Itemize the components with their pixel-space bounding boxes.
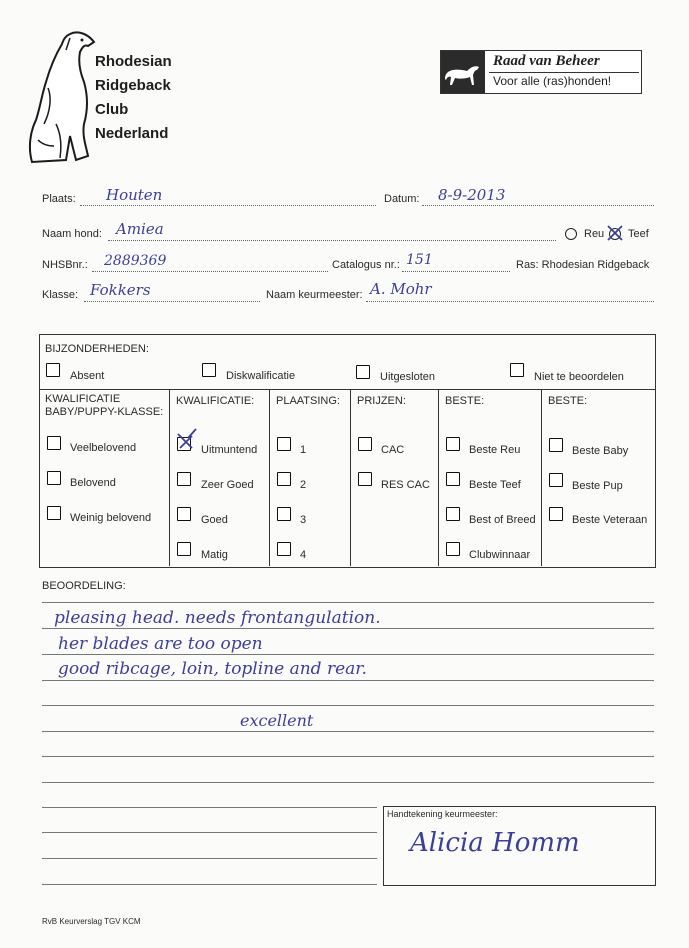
absent-checkbox[interactable]	[46, 363, 60, 377]
beste-baby-checkbox[interactable]	[549, 438, 563, 452]
beoordeling-line-1: pleasing head. needs frontangulation.	[54, 608, 381, 628]
uitmuntend-label: Uitmuntend	[201, 444, 258, 456]
uitgesloten-checkbox[interactable]	[356, 365, 370, 379]
plaats-value: Houten	[106, 186, 163, 204]
clubwinnaar-checkbox[interactable]	[446, 542, 460, 556]
teef-label: Teef	[628, 228, 649, 240]
ruled-line-8	[42, 782, 654, 783]
plaatsing-3-label: 3	[300, 514, 307, 526]
raad-van-beheer-logo	[440, 50, 642, 94]
beste-header-1: BESTE:	[445, 395, 485, 407]
beoordeling-line-2: her blades are too open	[58, 634, 263, 654]
beste-header-2: BESTE:	[548, 395, 588, 407]
ruled-line-1	[42, 602, 654, 603]
signature-label: Handtekening keurmeester:	[387, 809, 498, 819]
raad-divider	[489, 72, 639, 73]
plaatsing-3-checkbox[interactable]	[277, 507, 291, 521]
absent-label: Absent	[70, 370, 105, 382]
naam-hond-value: Amiea	[116, 220, 164, 238]
ras-label: Ras: Rhodesian Ridgeback	[516, 259, 650, 271]
klasse-value: Fokkers	[90, 281, 151, 299]
reu-radio[interactable]	[565, 228, 577, 240]
beste-pup-checkbox[interactable]	[549, 473, 563, 487]
plaatsing-4-label: 4	[300, 549, 307, 561]
ruled-line-10	[42, 832, 377, 833]
catalogus-line	[402, 271, 510, 272]
best-of-breed-label: Best of Breed	[469, 514, 536, 526]
ruled-line-12	[42, 884, 377, 885]
res-cac-checkbox[interactable]	[358, 472, 372, 486]
beste-reu-checkbox[interactable]	[446, 437, 460, 451]
kwal-header: KWALIFICATIE:	[176, 395, 255, 407]
keurmeester-line	[366, 301, 654, 302]
beoordeling-line-3: good ribcage, loin, topline and rear.	[58, 659, 367, 679]
col-divider-2	[269, 389, 270, 566]
plaats-label: Plaats:	[42, 193, 76, 205]
plaatsing-1-label: 1	[300, 444, 307, 456]
ridgeback-dog-logo-icon	[26, 28, 96, 168]
nhsb-label: NHSBnr.:	[42, 259, 88, 271]
diskwalificatie-label: Diskwalificatie	[226, 370, 296, 382]
prijzen-header: PRIJZEN:	[357, 395, 406, 407]
kwal-baby-header-1: KWALIFICATIE	[45, 393, 121, 405]
uitgesloten-label: Uitgesloten	[380, 371, 436, 383]
bijzonderheden-title: BIJZONDERHEDEN:	[45, 343, 149, 355]
nhsb-line	[92, 271, 328, 272]
veelbelovend-label: Veelbelovend	[70, 442, 137, 454]
plaatsing-header: PLAATSING:	[276, 395, 340, 407]
diskwalificatie-checkbox[interactable]	[202, 363, 216, 377]
zeer-goed-label: Zeer Goed	[201, 479, 254, 491]
matig-checkbox[interactable]	[177, 542, 191, 556]
club-name-line-2: Ridgeback	[95, 77, 171, 94]
ruled-line-11	[42, 858, 377, 859]
raad-subtitle: Voor alle (ras)honden!	[493, 74, 612, 88]
col-divider-5	[541, 389, 542, 566]
ruled-line-3	[42, 654, 654, 655]
cac-checkbox[interactable]	[358, 437, 372, 451]
beste-reu-label: Beste Reu	[469, 444, 521, 456]
beste-veteraan-label: Beste Veteraan	[572, 514, 648, 526]
catalogus-value: 151	[406, 252, 433, 268]
raad-dog-icon-box	[441, 51, 485, 93]
col-divider-4	[438, 389, 439, 566]
ruled-line-9	[42, 807, 377, 808]
kwal-baby-header-2: BABY/PUPPY-KLASSE:	[45, 406, 164, 418]
plaats-line	[80, 205, 376, 206]
ruled-line-4	[42, 680, 654, 681]
signature-text: Alicia Homm	[410, 828, 580, 858]
datum-value: 8-9-2013	[438, 186, 506, 204]
keurmeester-value: A. Mohr	[370, 280, 432, 298]
weinig-belovend-label: Weinig belovend	[70, 512, 152, 524]
greyhound-icon	[441, 51, 485, 93]
cac-label: CAC	[381, 444, 405, 456]
uitmuntend-check-mark-icon	[174, 428, 198, 452]
plaatsing-2-label: 2	[300, 479, 307, 491]
weinig-belovend-checkbox[interactable]	[47, 506, 61, 520]
col-divider-1	[169, 389, 170, 566]
niet-beoordelen-label: Niet te beoordelen	[534, 371, 624, 383]
beste-pup-label: Beste Pup	[572, 480, 623, 492]
club-name-line-1: Rhodesian	[95, 53, 172, 70]
beste-teef-label: Beste Teef	[469, 479, 521, 491]
plaatsing-4-checkbox[interactable]	[277, 542, 291, 556]
catalogus-label: Catalogus nr.:	[332, 259, 400, 271]
club-name-line-4: Nederland	[95, 125, 169, 142]
veelbelovend-checkbox[interactable]	[47, 436, 61, 450]
keurmeester-label: Naam keurmeester:	[266, 289, 363, 301]
clubwinnaar-label: Clubwinnaar	[469, 549, 531, 561]
beste-baby-label: Beste Baby	[572, 445, 629, 457]
zeer-goed-checkbox[interactable]	[177, 472, 191, 486]
col-divider-3	[350, 389, 351, 566]
datum-label: Datum:	[384, 193, 420, 205]
table-divider	[39, 389, 655, 390]
teef-check-mark-icon	[606, 224, 624, 242]
ruled-line-5	[42, 705, 654, 706]
datum-line	[422, 205, 654, 206]
naam-hond-line	[108, 240, 556, 241]
ruled-line-2	[42, 628, 654, 629]
plaatsing-1-checkbox[interactable]	[277, 437, 291, 451]
club-name-line-3: Club	[95, 101, 129, 118]
matig-label: Matig	[201, 549, 228, 561]
klasse-label: Klasse:	[42, 289, 79, 301]
ruled-line-6	[42, 731, 654, 732]
goed-checkbox[interactable]	[177, 507, 191, 521]
res-cac-label: RES CAC	[381, 479, 430, 491]
plaatsing-2-checkbox[interactable]	[277, 472, 291, 486]
best-of-breed-checkbox[interactable]	[446, 507, 460, 521]
raad-title: Raad van Beheer	[493, 53, 600, 69]
beoordeling-line-4: excellent	[240, 711, 314, 730]
beoordeling-title: BEOORDELING:	[42, 580, 126, 592]
belovend-label: Belovend	[70, 477, 116, 489]
nhsb-value: 2889369	[104, 253, 167, 269]
niet-beoordelen-checkbox[interactable]	[510, 363, 524, 377]
beste-teef-checkbox[interactable]	[446, 472, 460, 486]
beste-veteraan-checkbox[interactable]	[549, 507, 563, 521]
goed-label: Goed	[201, 514, 228, 526]
reu-label: Reu	[584, 228, 605, 240]
belovend-checkbox[interactable]	[47, 471, 61, 485]
footer-text: RvB Keurverslag TGV KCM	[42, 917, 141, 926]
ruled-line-7	[42, 756, 654, 757]
naam-hond-label: Naam hond:	[42, 228, 102, 240]
klasse-line	[84, 301, 260, 302]
